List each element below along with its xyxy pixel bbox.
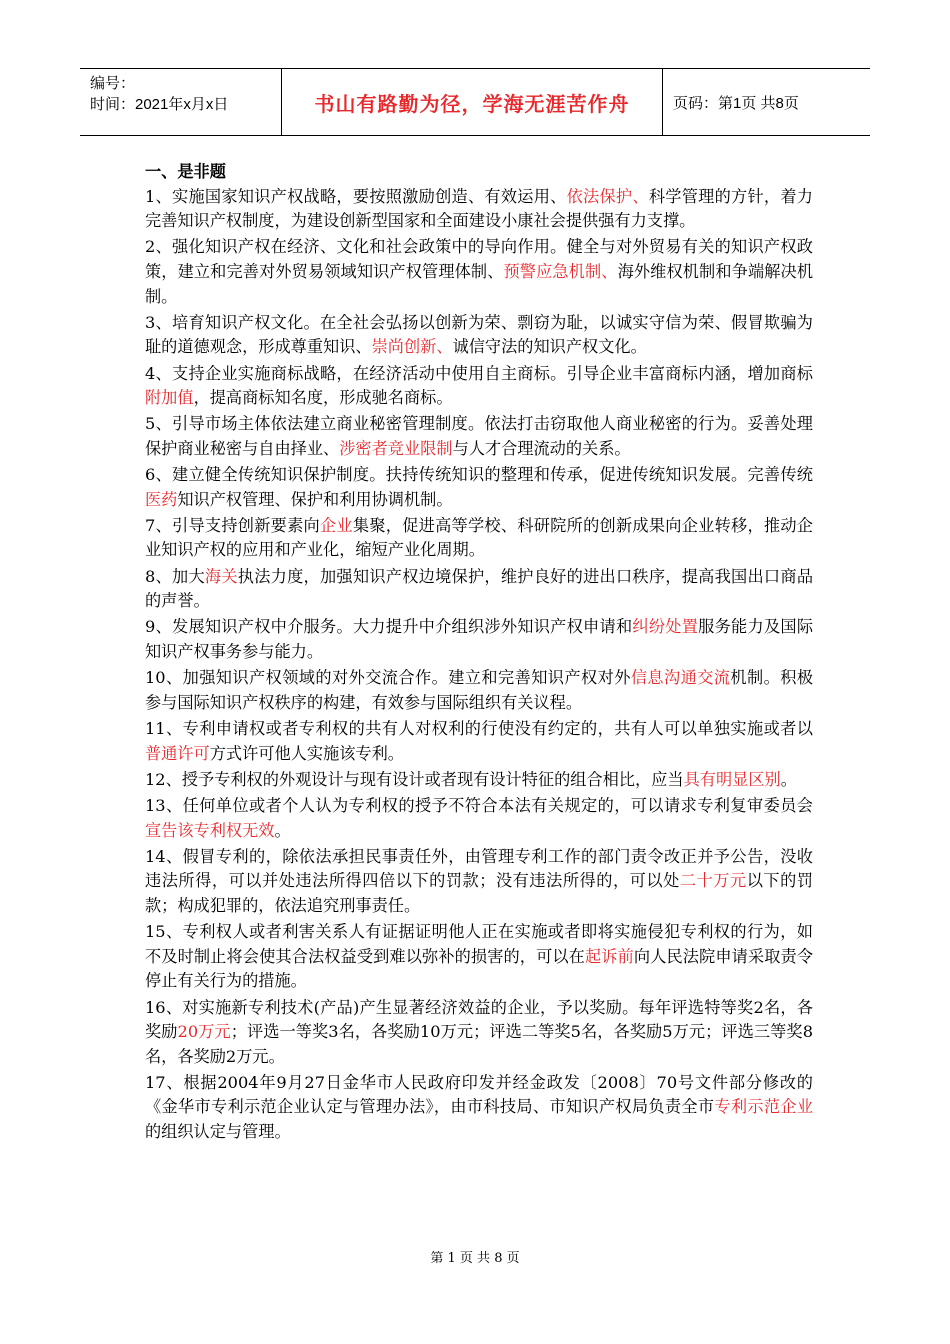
question-text: 以下的罚款；构成犯罪的，依法追究刑事责任。 — [145, 871, 814, 915]
question-text: 机制。积极参与国际知识产权秩序的构建，有效参与国际组织有关议程。 — [145, 668, 814, 712]
question-item — [145, 717, 813, 766]
page-footer: 第 1 页 共 8 页 — [430, 1251, 520, 1266]
header-page-info: 页码：第1页 共8页 — [673, 94, 799, 112]
question-text: 的组织认定与管理。 — [145, 1122, 291, 1142]
question-text: 1、实施国家知识产权战略，要按照激励创造、有效运用、 — [145, 186, 567, 206]
question-text: 16、对实施新专利技术(产品)产生显著经济效益的企业，予以奖励。每年评选特等奖2名，各奖励 — [145, 997, 813, 1042]
header-meta — [80, 69, 282, 135]
answer-highlight: 附加值 — [145, 388, 194, 408]
question-item — [145, 362, 813, 411]
question-text: 13、任何单位或者个人认为专利权的授予不符合本法有关规定的，可以请求专利复审委员会 — [145, 795, 813, 815]
question-text: 6、建立健全传统知识保护制度。扶持传统知识的整理和传承，促进传统知识发展。完善传统 — [145, 465, 813, 485]
question-item — [145, 311, 813, 360]
page-header — [80, 68, 870, 136]
question-text: 与人才合理流动的关系。 — [452, 438, 631, 458]
question-text: 向人民法院申请采取责令停止有关行为的措施。 — [145, 946, 814, 991]
answer-highlight: 海关 — [204, 566, 238, 586]
question-text: ，提高商标知名度，形成驰名商标。 — [193, 388, 453, 408]
answer-highlight: 纠纷处置 — [632, 617, 699, 637]
answer-highlight: 企业 — [319, 515, 353, 535]
true-false-question-list — [145, 185, 813, 1145]
question-item — [145, 920, 813, 994]
answer-highlight: 20万元 — [177, 1022, 231, 1042]
answer-highlight: 预警应急机制、 — [503, 261, 618, 281]
question-text: 10、加强知识产权领域的对外交流合作。建立和完善知识产权对外 — [145, 668, 631, 688]
question-item — [145, 768, 813, 793]
document-body — [145, 160, 813, 1146]
question-text: 科学管理的方针，着力完善知识产权制度，为建设创新型国家和全面建设小康社会提供强有力支撑。 — [145, 186, 813, 231]
question-text: 14、假冒专利的，除依法承担民事责任外，由管理专利工作的部门责令改正并予公告，没收违法所得，可以并处违法所得四倍以下的罚款；没有违法所得的，可以处 — [145, 846, 813, 891]
question-item — [145, 185, 813, 234]
question-item — [145, 996, 813, 1070]
question-text: 2、强化知识产权在经济、文化和社会政策中的导向作用。健全与对外贸易有关的知识产权政策，建立和完善对外贸易领域知识产权管理体制、 — [145, 237, 813, 281]
question-item — [145, 845, 813, 919]
document-number-label: 编号： — [90, 75, 136, 92]
question-text: 海外维权机制和争端解决机制。 — [145, 261, 814, 306]
question-item — [145, 615, 813, 664]
question-text: 3、培育知识产权文化。在全社会弘扬以创新为荣、剽窃为耻，以诚实守信为荣、假冒欺骗为耻的道德观念，形成尊重知识、 — [145, 312, 813, 357]
section-title: 一、是非题 — [145, 162, 226, 181]
document-time-label: 时间：2021年x月x日 — [90, 96, 229, 113]
question-item — [145, 235, 813, 309]
question-text: 15、专利权人或者利害关系人有证据证明他人正在实施或者即将实施侵犯专利权的行为，如不及时制止将会使其合法权益受到难以弥补的损害的，可以在 — [145, 922, 813, 966]
header-motto: 书山有路勤为径，学海无涯苦作舟 — [314, 91, 630, 116]
question-text: 执法力度，加强知识产权边境保护，维护良好的进出口秩序，提高我国出口商品的声誉。 — [145, 566, 814, 611]
question-item — [145, 666, 813, 715]
header-motto-cell — [282, 69, 663, 135]
question-text: 11、专利申请权或者专利权的共有人对权利的行使没有约定的，共有人可以单独实施或者以 — [145, 719, 813, 738]
question-text: 12、授予专利权的外观设计与现有设计或者现有设计特征的组合相比，应当 — [145, 769, 684, 789]
question-item — [145, 1071, 813, 1145]
question-text: 17、根据2004年9月27日金华市人民政府印发并经金政发〔2008〕70号文件部分修改的《金华市专利示范企业认定与管理办法》，由市科技局、市知识产权局负责全市 — [145, 1072, 813, 1117]
question-text: 诚信守法的知识产权文化。 — [452, 337, 647, 357]
question-text: 服务能力及国际知识产权事务参与能力。 — [145, 617, 814, 662]
answer-highlight: 医药 — [145, 489, 178, 509]
question-text: 。 — [274, 820, 291, 840]
question-text: 集聚，促进高等学校、科研院所的创新成果向企业转移，推动企业知识产权的应用和产业化，缩短产业化周期。 — [145, 515, 813, 560]
answer-highlight: 普通许可 — [145, 743, 210, 763]
question-text: 5、引导市场主体依法建立商业秘密管理制度。依法打击窃取他人商业秘密的行为。妥善处理保护商业秘密与自由择业、 — [145, 414, 813, 458]
question-item — [145, 463, 813, 512]
question-item — [145, 514, 813, 563]
answer-highlight: 二十万元 — [679, 871, 747, 891]
question-text: 7、引导支持创新要素向 — [145, 515, 320, 535]
answer-highlight: 依法保护、 — [566, 186, 649, 206]
answer-highlight: 宣告该专利权无效 — [145, 820, 275, 840]
answer-highlight: 具有明显区别 — [683, 769, 781, 789]
answer-highlight: 信息沟通交流 — [630, 668, 731, 688]
answer-highlight: 涉密者竞业限制 — [339, 438, 453, 458]
answer-highlight: 崇尚创新、 — [371, 337, 453, 357]
question-item — [145, 794, 813, 843]
answer-highlight: 专利示范企业 — [714, 1097, 814, 1117]
question-text: 方式许可他人实施该专利。 — [209, 743, 404, 763]
question-text: 9、发展知识产权中介服务。大力提升中介组织涉外知识产权申请和 — [145, 617, 633, 637]
question-text: 知识产权管理、保护和利用协调机制。 — [177, 489, 453, 509]
question-item — [145, 412, 813, 461]
answer-highlight: 起诉前 — [584, 946, 634, 966]
question-text: 4、支持企业实施商标战略，在经济活动中使用自主商标。引导企业丰富商标内涵，增加商标 — [145, 363, 813, 383]
question-text: ；评选一等奖3名，各奖励10万元；评选二等奖5名，各奖励5万元；评选三等奖8名，各奖励2万元。 — [145, 1022, 813, 1066]
question-item — [145, 565, 813, 614]
question-text: 。 — [780, 769, 797, 789]
question-text: 8、加大 — [145, 566, 205, 586]
